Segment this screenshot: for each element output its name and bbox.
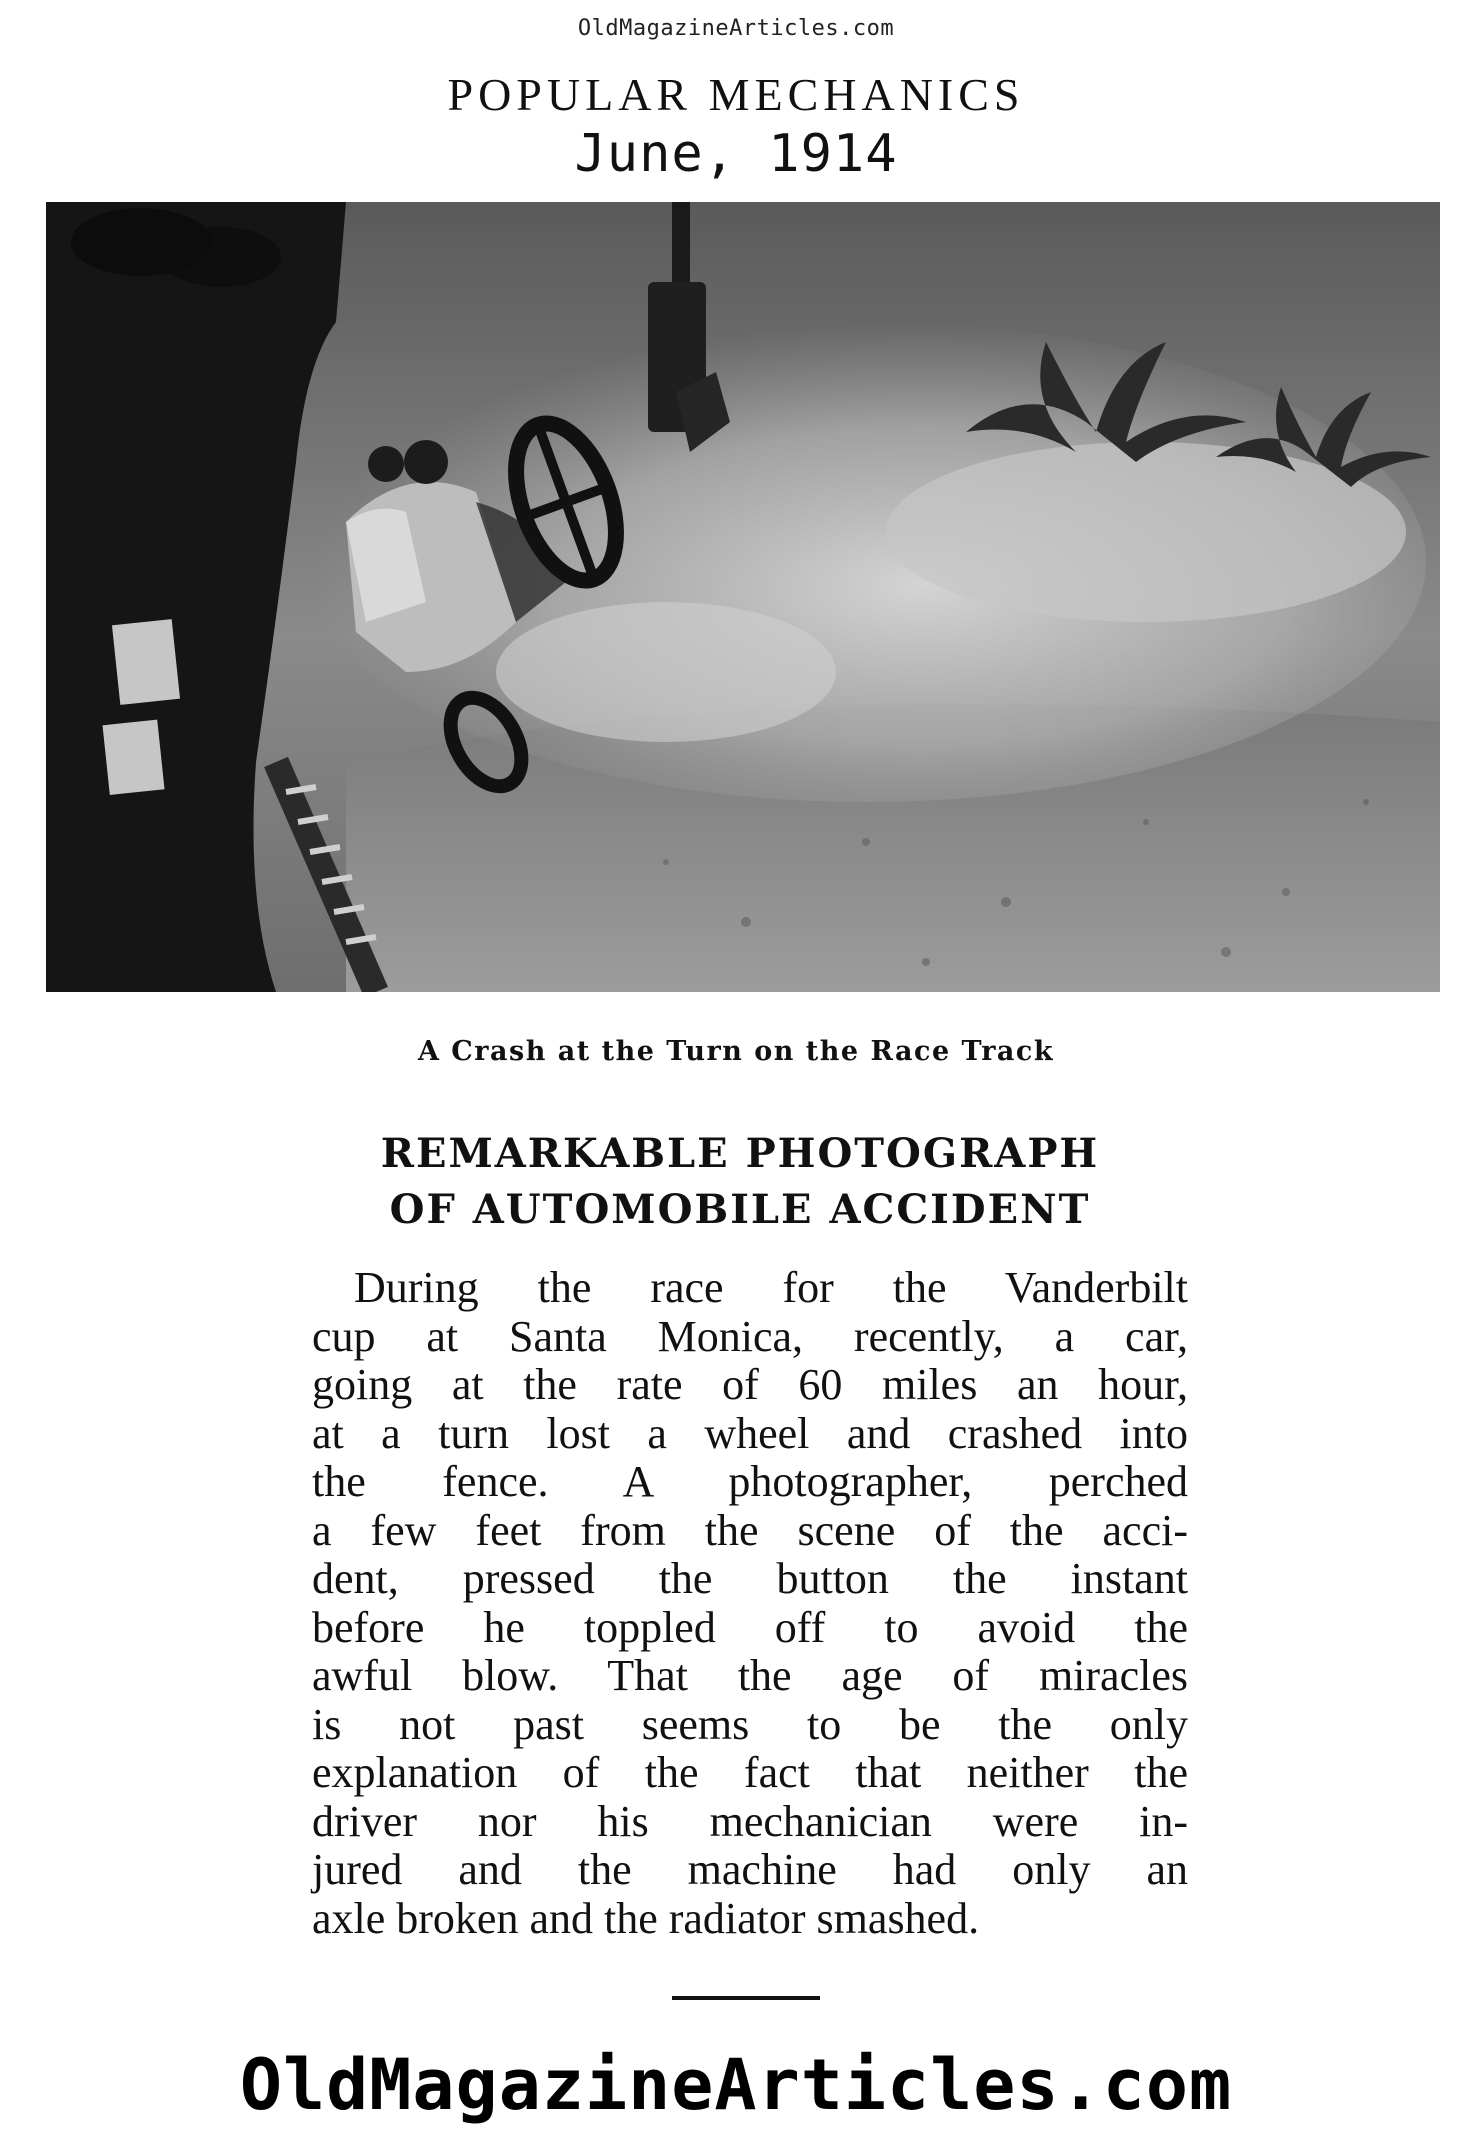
article-headline	[300, 1126, 1180, 1238]
article-line: axle broken and the radiator smashed.	[312, 1893, 980, 1943]
issue-date: June, 1914	[574, 124, 898, 184]
article-end-rule	[672, 1996, 820, 2000]
site-url-header: OldMagazineArticles.com	[577, 16, 895, 41]
headline-line-1: REMARKABLE PHOTOGRAPH	[380, 1130, 1100, 1177]
article-line: at a turn lost a wheel and crashed into	[312, 1408, 1188, 1458]
article-line: the fence. A photographer, perched	[312, 1457, 1188, 1506]
crash-photograph	[46, 202, 1440, 992]
article-line: awful blow. That the age of miracles	[312, 1651, 1188, 1700]
article-body	[312, 1264, 1188, 1943]
headline-line-2: OF AUTOMOBILE ACCIDENT	[389, 1186, 1091, 1233]
photo-caption: A Crash at the Turn on the Race Track	[417, 1036, 1055, 1067]
article-line: During the race for the Vanderbilt	[354, 1263, 1188, 1312]
magazine-masthead: POPULAR MECHANICS	[447, 69, 1025, 120]
article-line: a few feet from the scene of the acci-	[312, 1505, 1188, 1555]
article-line: going at the rate of 60 miles an hour,	[312, 1360, 1188, 1409]
site-url-footer: OldMagazineArticles.com	[239, 2044, 1233, 2126]
article-line: before he toppled off to avoid the	[312, 1602, 1188, 1652]
article-line: is not past seems to be the only	[312, 1699, 1188, 1749]
article-line: dent, pressed the button the instant	[312, 1554, 1188, 1603]
article-line: driver nor his mechanician were in-	[312, 1796, 1188, 1846]
article-line: cup at Santa Monica, recently, a car,	[312, 1311, 1188, 1361]
article-line: jured and the machine had only an	[312, 1845, 1188, 1894]
article-line: explanation of the fact that neither the	[312, 1748, 1188, 1797]
